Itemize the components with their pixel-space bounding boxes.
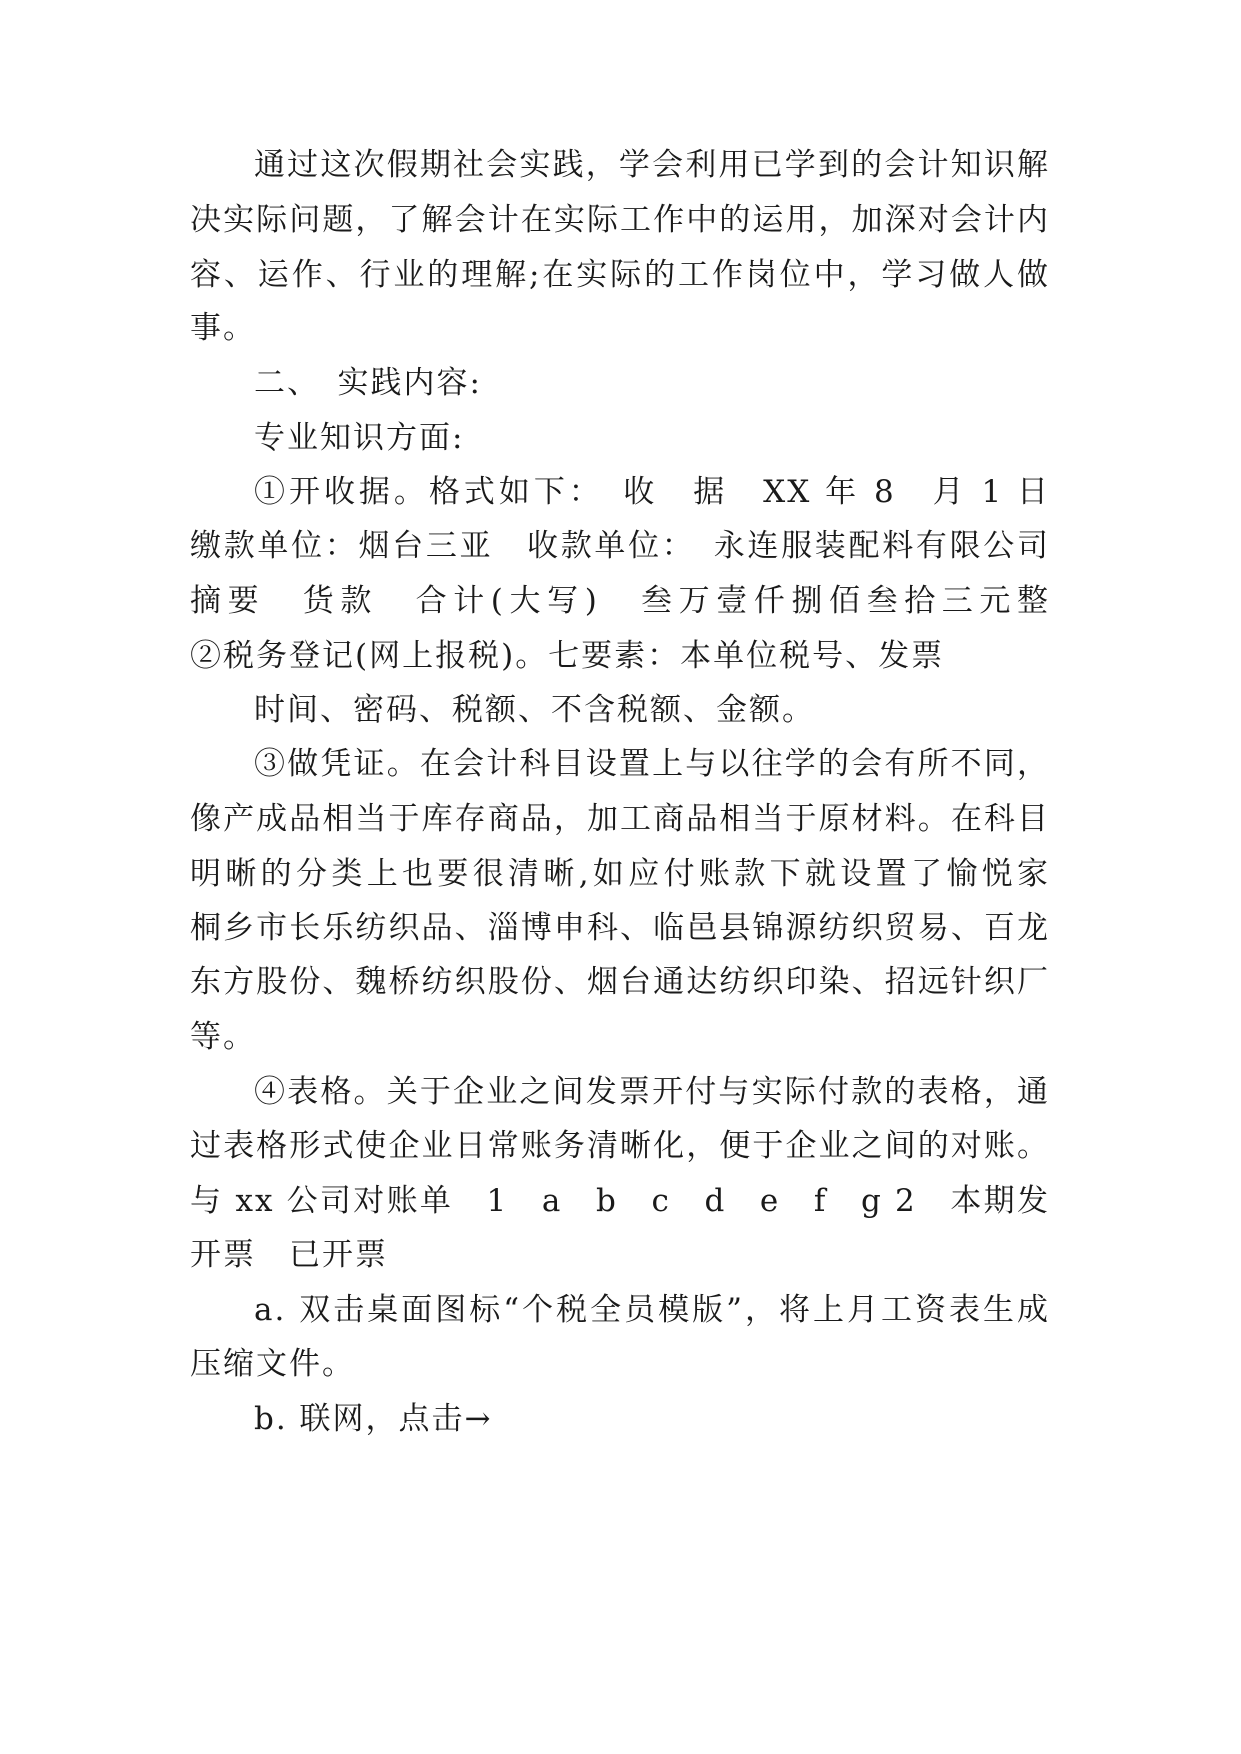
paragraph-line: 与 xx 公司对账单 1 a b c d e f g 2 本期发 — [190, 1183, 1050, 1219]
section-heading: 二、 实践内容: — [254, 365, 482, 401]
paragraph-line: 桐乡市长乐纺织品、淄博申科、临邑县锦源纺织贸易、百龙 — [190, 910, 1050, 946]
paragraph-line: 像产成品相当于库存商品，加工商品相当于原材料。在科目 — [190, 801, 1050, 837]
paragraph-line: 时间、密码、税额、不含税额、金额。 — [254, 692, 815, 728]
paragraph-line: 通过这次假期社会实践，学会利用已学到的会计知识解 — [254, 147, 1050, 183]
paragraph-line: 等。 — [190, 1019, 256, 1055]
paragraph-line: ②税务登记(网上报税)。七要素：本单位税号、发票 — [190, 638, 945, 674]
paragraph-line: 容、运作、行业的理解;在实际的工作岗位中，学习做人做 — [190, 257, 1050, 293]
paragraph-line: b. 联网，点击→ — [254, 1401, 493, 1437]
paragraph-line: ①开收据。格式如下： 收 据 XX 年 8 月 1 日 — [254, 474, 1050, 510]
paragraph-line: 事。 — [190, 310, 256, 346]
paragraph-line: 东方股份、魏桥纺织股份、烟台通达纺织印染、招远针织厂 — [190, 964, 1050, 1000]
subsection-heading: 专业知识方面: — [254, 420, 465, 456]
paragraph-line: 缴款单位：烟台三亚 收款单位： 永连服装配料有限公司 — [190, 528, 1050, 564]
paragraph-line: 明晰的分类上也要很清晰,如应付账款下就设置了愉悦家 — [190, 856, 1050, 892]
paragraph-line: 开票 已开票 — [190, 1237, 388, 1273]
paragraph-line: ④表格。关于企业之间发票开付与实际付款的表格，通 — [254, 1074, 1050, 1110]
paragraph-line: ③做凭证。在会计科目设置上与以往学的会有所不同， — [254, 746, 1050, 782]
paragraph-line: 决实际问题，了解会计在实际工作中的运用，加深对会计内 — [190, 202, 1050, 238]
paragraph-line: 压缩文件。 — [190, 1346, 355, 1382]
paragraph-line: 摘要 货款 合计(大写) 叁万壹仟捌佰叁拾三元整 — [190, 583, 1050, 619]
paragraph-line: 过表格形式使企业日常账务清晰化，便于企业之间的对账。 — [190, 1128, 1050, 1164]
paragraph-line: a. 双击桌面图标“个税全员模版”，将上月工资表生成 — [254, 1292, 1050, 1328]
